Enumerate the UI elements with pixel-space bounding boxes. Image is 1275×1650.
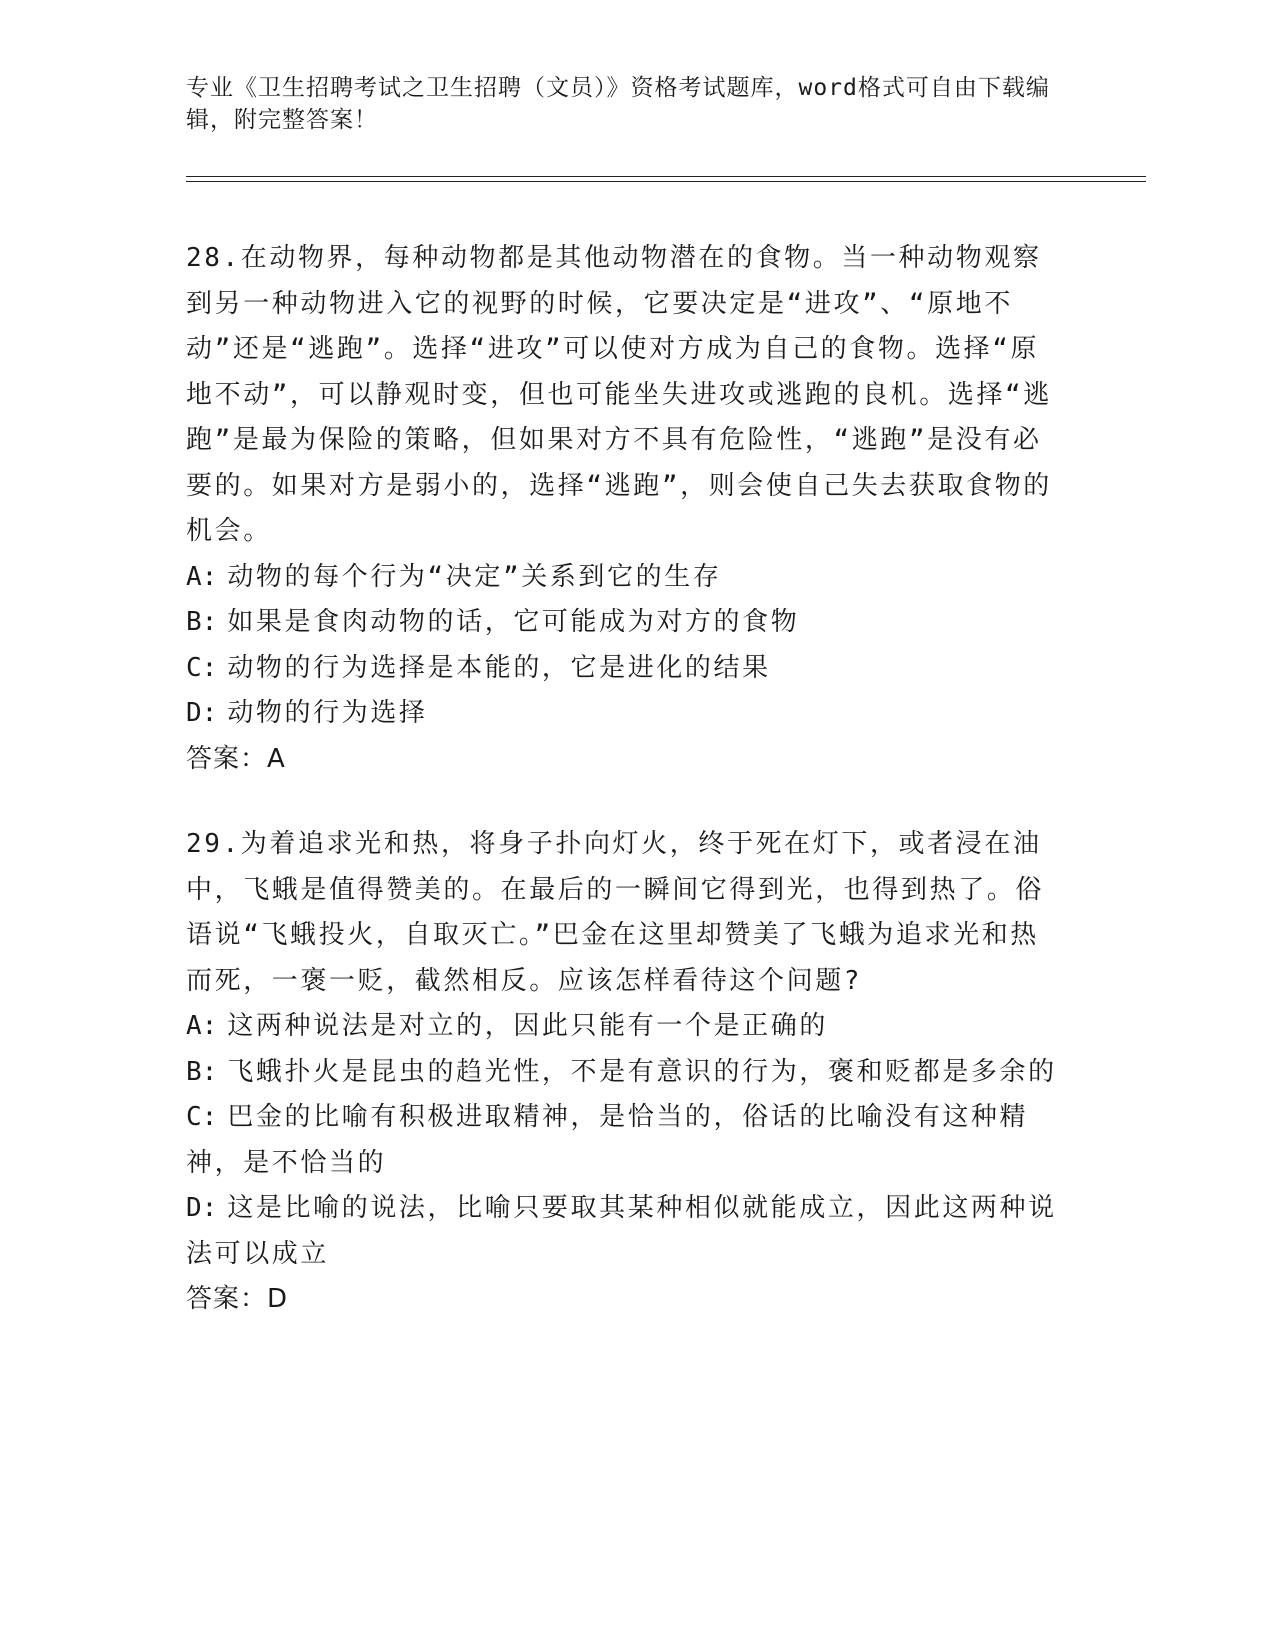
option-c — [186, 646, 1066, 692]
option-a — [186, 555, 1066, 601]
option-key: A: — [186, 561, 218, 592]
question-29 — [186, 822, 1066, 1323]
question-28 — [186, 236, 1066, 782]
option-key: D: — [186, 1193, 218, 1223]
option-d — [186, 691, 1066, 737]
option-text: 巴金的比喻有积极进取精神，是恰当的，俗话的比喻没有这种精神，是不恰当的 — [186, 1102, 1029, 1178]
question-stem: 29.为着追求光和热，将身子扑向灯火，终于死在灯下，或者浸在油中，飞蛾是值得赞美的。在最后的一瞬间它得到光，也得到热了。俗语说“飞蛾投火，自取灭亡。”巴金在这里却赞美了飞蛾为追求光和热而死，一褒一贬，截然相反。应该怎样看待这个问题? — [186, 829, 1045, 996]
document-header: 专业《卫生招聘考试之卫生招聘（文员）》资格考试题库，word格式可自由下载编辑，附完整答案！ — [186, 75, 1050, 133]
option-key: B: — [186, 1056, 218, 1087]
option-a — [186, 1004, 1066, 1050]
option-b — [186, 600, 1066, 646]
option-text: 动物的行为选择 — [227, 698, 428, 728]
answer-line: 答案：D — [186, 1284, 289, 1314]
option-text: 这两种说法是对立的，因此只能有一个是正确的 — [227, 1011, 828, 1041]
option-text: 动物的每个行为“决定”关系到它的生存 — [227, 561, 722, 592]
header-divider-bottom — [186, 181, 1146, 182]
option-key: A: — [186, 1011, 218, 1041]
option-d — [186, 1186, 1066, 1277]
answer-line: 答案：A — [186, 743, 286, 774]
option-text: 飞蛾扑火是昆虫的趋光性，不是有意识的行为，褒和贬都是多余的 — [227, 1056, 1057, 1087]
option-text: 如果是食肉动物的话，它可能成为对方的食物 — [227, 607, 800, 637]
option-text: 这是比喻的说法，比喻只要取其某种相似就能成立，因此这两种说法可以成立 — [186, 1193, 1057, 1269]
option-key: C: — [186, 1102, 218, 1132]
option-text: 动物的行为选择是本能的，它是进化的结果 — [227, 652, 771, 683]
option-b — [186, 1050, 1066, 1096]
option-key: C: — [186, 652, 218, 683]
header-divider-top — [186, 176, 1146, 177]
question-stem: 28.在动物界，每种动物都是其他动物潜在的食物。当一种动物观察到另一种动物进入它的视野的时候，它要决定是“进攻”、“原地不动”还是“逃跑”。选择“进攻”可以使对方成为自己的食物。选择“原地不动”，可以静观时变，但也可能坐失进攻或逃跑的良机。选择“逃跑”是最为保险的策略，但如果对方不具有危险性，“逃跑”是没有必要的。如果对方是弱小的，选择“逃跑”，则会使自己失去获取食物的机会。 — [186, 243, 1052, 546]
option-key: D: — [186, 698, 218, 728]
option-key: B: — [186, 607, 218, 637]
option-c — [186, 1095, 1066, 1186]
